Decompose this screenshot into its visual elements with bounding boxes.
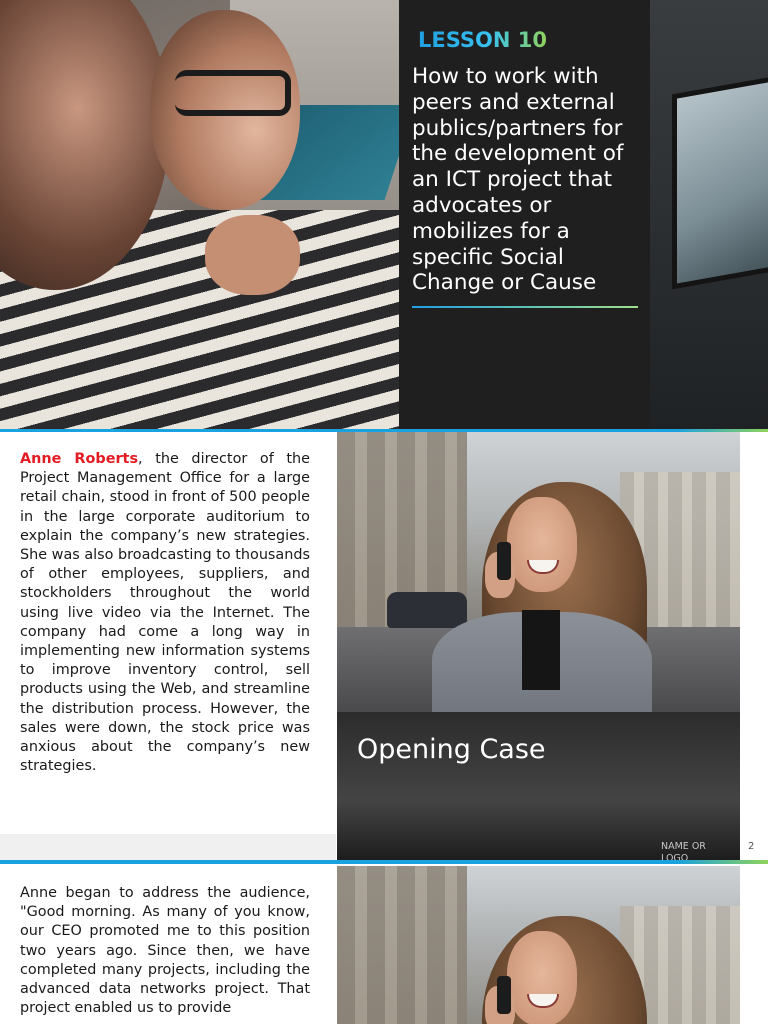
case-paragraph (20, 450, 310, 776)
footer-strip (0, 834, 336, 860)
laptop-screen (672, 76, 768, 290)
person-name: Anne Roberts (20, 451, 139, 467)
continuation-slide (0, 866, 768, 1024)
students-photo (0, 0, 400, 429)
woman-on-phone-photo (337, 866, 740, 1024)
lesson-label: LESSON 10 (418, 28, 547, 52)
lesson-title-slide (0, 0, 768, 429)
case-paragraph: Anne began to address the audience, "Good morning. As many of you know, our CEO promoted me to this position two years ago. Since then, we have completed many projects, including the advanced data networks project. That project enabled us to provide (20, 885, 310, 1017)
slide-divider (0, 860, 768, 864)
logo-placeholder: NAME OR LOGO (661, 841, 706, 860)
woman-on-phone-photo (337, 432, 740, 712)
page-number: 2 (748, 841, 755, 852)
case-body: , the director of the Project Management Office for a large retail chain, stood in front of 500 people in the large corporate auditorium to explain the company’s new strategies. She was also broadcasting to thousands of other employees, suppliers, and stockholders throughout the world using live video via the Internet. The company had come a long way in implementing new information systems to improve inventory control, sell products using the Web, and streamline the distribution process. However, the sales were down, the stock price was anxious about the company’s new strategies. (20, 451, 311, 775)
slide-heading: Opening Case (357, 734, 546, 765)
title-underline (412, 306, 638, 308)
opening-case-slide (0, 432, 768, 860)
lesson-title: How to work with peers and external publics/partners for the development of an ICT project that advocates or mobilizes for a specific Social Change or Cause (412, 64, 624, 296)
